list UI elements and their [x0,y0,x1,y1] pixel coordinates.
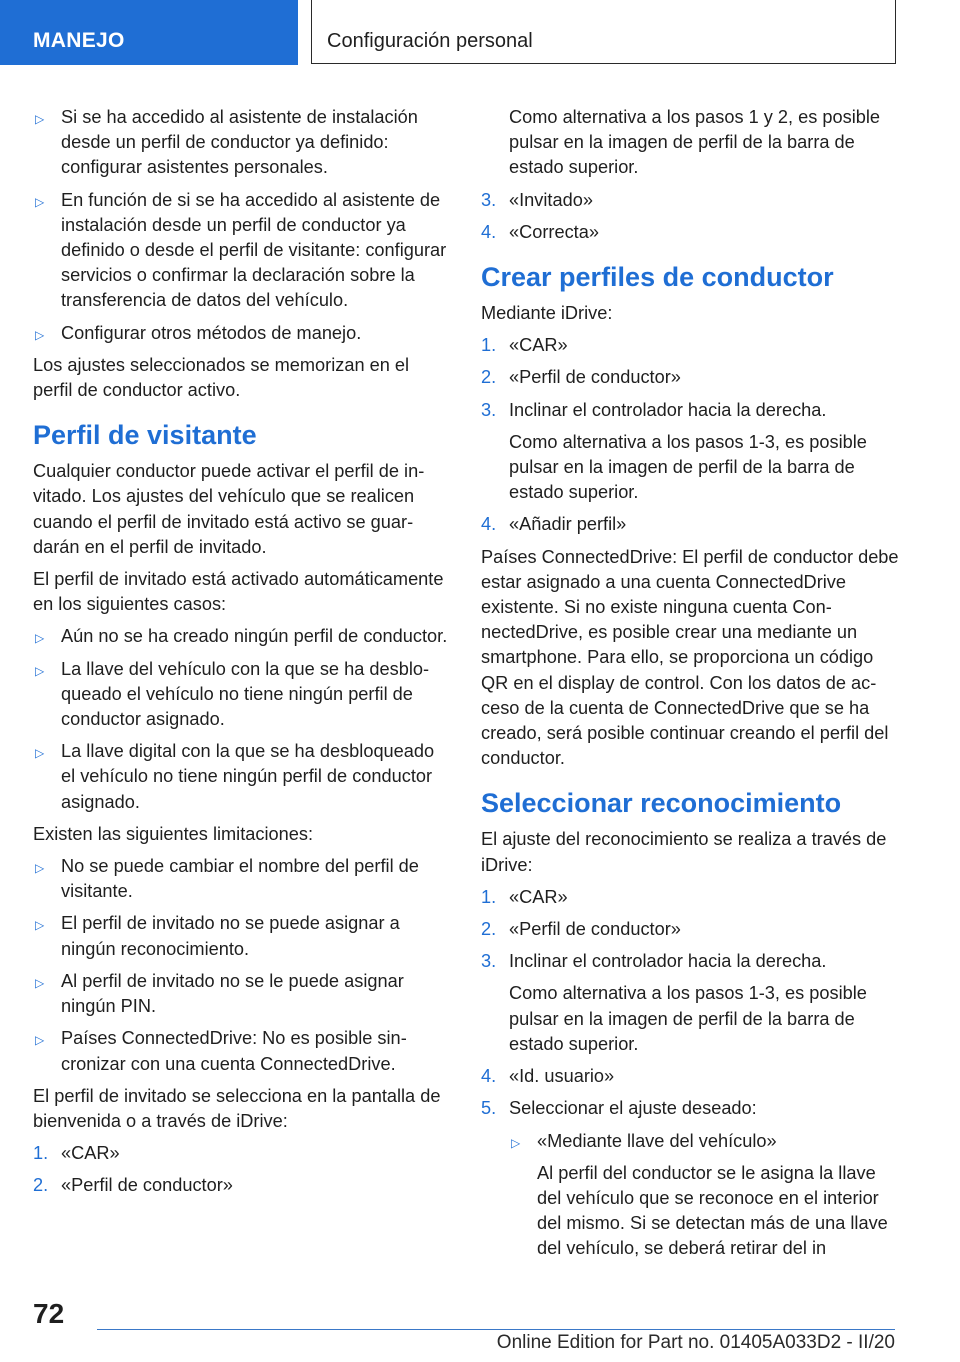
triangle-bullet-icon: ▷ [511,1135,521,1150]
step-item: 2. «Perfil de conductor» [481,917,901,942]
step-item: 1. «CAR» [33,1141,453,1166]
step-item: 3. Inclinar el controlador hacia la derecha. [481,949,901,974]
step-note: Como alternativa a los pasos 1 y 2, es posible pulsar en la imagen de perfil de la barra de estado superior. [509,107,881,178]
footer-edition: Online Edition for Part no. 01405A033D2 - II/20 [496,1332,895,1353]
triangle-bullet-icon: ▷ [35,918,45,933]
step-number: 4. [481,514,497,535]
triangle-bullet-icon: ▷ [35,631,45,646]
step-number: 5. [481,1098,497,1119]
right-column [481,105,901,1269]
section-heading-crear-perfiles: Crear perfiles de conductor [481,262,834,293]
triangle-bullet-icon: ▷ [35,327,45,342]
triangle-bullet-icon: ▷ [35,975,45,990]
list-item: ▷ No se puede cambiar el nombre del perfil de visitante. [35,856,419,902]
step-item: 2. «Perfil de conductor» [481,365,901,390]
triangle-bullet-icon: ▷ [35,1033,45,1048]
step-item: 2. «Perfil de conductor» [33,1173,453,1198]
footer-divider [97,1329,895,1330]
paragraph: El ajuste del reconocimiento se realiza a través de iDrive: [481,829,887,875]
step-number: 1. [481,886,497,907]
section-heading-reconocimiento: Seleccionar reconocimiento [481,788,842,819]
chapter-title: Configuración personal [311,0,896,64]
paragraph: Existen las siguientes limitaciones: [33,823,314,844]
step-note: Como alternativa a los pasos 1-3, es posible pulsar en la imagen de perfil de la barra de estado superior. [509,431,867,503]
triangle-bullet-icon: ▷ [35,194,45,209]
page-number: 72 [33,1298,65,1329]
triangle-bullet-icon: ▷ [35,112,45,126]
step-item: 5. Seleccionar el ajuste deseado: [481,1096,901,1121]
paragraph: Países ConnectedDrive: El perfil de conductor debe estar asignado a una cuenta ConnectedDrive existente. Si no existe ninguna cuenta ConnectedDrive, es posible crear una mediante un smartphone. Para ello, se proporciona un código QR en el display de control. Con los datos de acceso de la cuenta de ConnectedDrive que se ha creado, será posible continuar creando el perfil del conductor. [481,546,899,769]
step-number: 1. [33,1143,49,1164]
list-item: ▷ El perfil de invitado no se puede asignar a ningún reconocimiento. [35,913,400,959]
paragraph: Cualquier conductor puede activar el perfil de invitado. Los ajustes del vehículo que se realicen cuando el perfil de invitado está activo se guardarán en el perfil de invitado. [33,461,425,557]
step-number: 2. [33,1175,49,1196]
triangle-bullet-icon: ▷ [35,746,45,761]
list-item: ▷ Configurar otros métodos de manejo. [33,321,453,346]
step-number: 4. [481,1066,497,1087]
step-item: 4. «Id. usuario» [481,1064,901,1089]
list-item: ▷ La llave digital con la que se ha desbloqueado el vehículo no tiene ningún perfil de conductor asignado. [35,741,435,812]
list-item: ▷ En función de si se ha accedido al asistente de instalación desde un perfil de conductor ya definido o desde el perfil de visitante: configurar servicios o confirmar la declaración sobre la transferencia de datos del vehículo. [35,189,447,311]
step-number: 2. [481,919,497,940]
page-header [0,0,960,66]
step-note: Como alternativa a los pasos 1-3, es posible pulsar en la imagen de perfil de la barra de estado superior. [509,983,867,1054]
sub-list-item: ▷ «Mediante llave del vehículo» [481,1129,901,1154]
triangle-bullet-icon: ▷ [35,861,45,876]
step-number: 3. [481,951,497,972]
step-item: 1. «CAR» [481,885,901,910]
section-tab: MANEJO [0,0,298,65]
step-item: 3. Inclinar el controlador hacia la derecha. [481,398,901,423]
list-item: ▷ La llave del vehículo con la que se ha desbloqueado el vehículo no tiene ningún perfil de conductor asignado. [35,658,430,730]
step-number: 3. [481,399,497,420]
paragraph: Los ajustes seleccionados se memorizan en el perfil de conductor activo. [33,354,410,401]
left-column [33,105,453,1206]
step-item: 1. «CAR» [481,333,901,358]
list-item: ▷ Al perfil de invitado no se le puede asignar ningún PIN. [35,970,404,1017]
step-number: 2. [481,367,497,388]
step-item: 4. «Añadir perfil» [481,512,901,537]
paragraph: El perfil de invitado está activado automáticamente en los siguientes casos: [33,569,444,615]
paragraph: Mediante iDrive: [481,303,613,324]
step-number: 4. [481,221,497,242]
triangle-bullet-icon: ▷ [35,663,45,678]
step-number: 1. [481,335,497,356]
list-item: ▷ Aún no se ha creado ningún perfil de conductor. [33,624,453,649]
step-item: 4. «Correcta» [481,220,901,245]
step-number: 3. [481,189,497,210]
paragraph: El perfil de invitado se selecciona en la pantalla de bienvenida o a través de iDrive: [33,1085,441,1131]
list-item: ▷ Países ConnectedDrive: No es posible sincronizar con una cuenta ConnectedDrive. [35,1028,407,1074]
sub-item-description: Al perfil del conductor se le asigna la llave del vehículo que se reconoce en el interior del mismo. Si se detectan más de una llave del vehículo, se deberá retirar del in [537,1162,888,1259]
section-heading-visitante: Perfil de visitante [33,420,257,451]
step-item: 3. «Invitado» [481,188,901,213]
list-item: ▷ Si se ha accedido al asistente de instalación desde un perfil de conductor ya definido: configurar asistentes personales. [35,107,418,178]
